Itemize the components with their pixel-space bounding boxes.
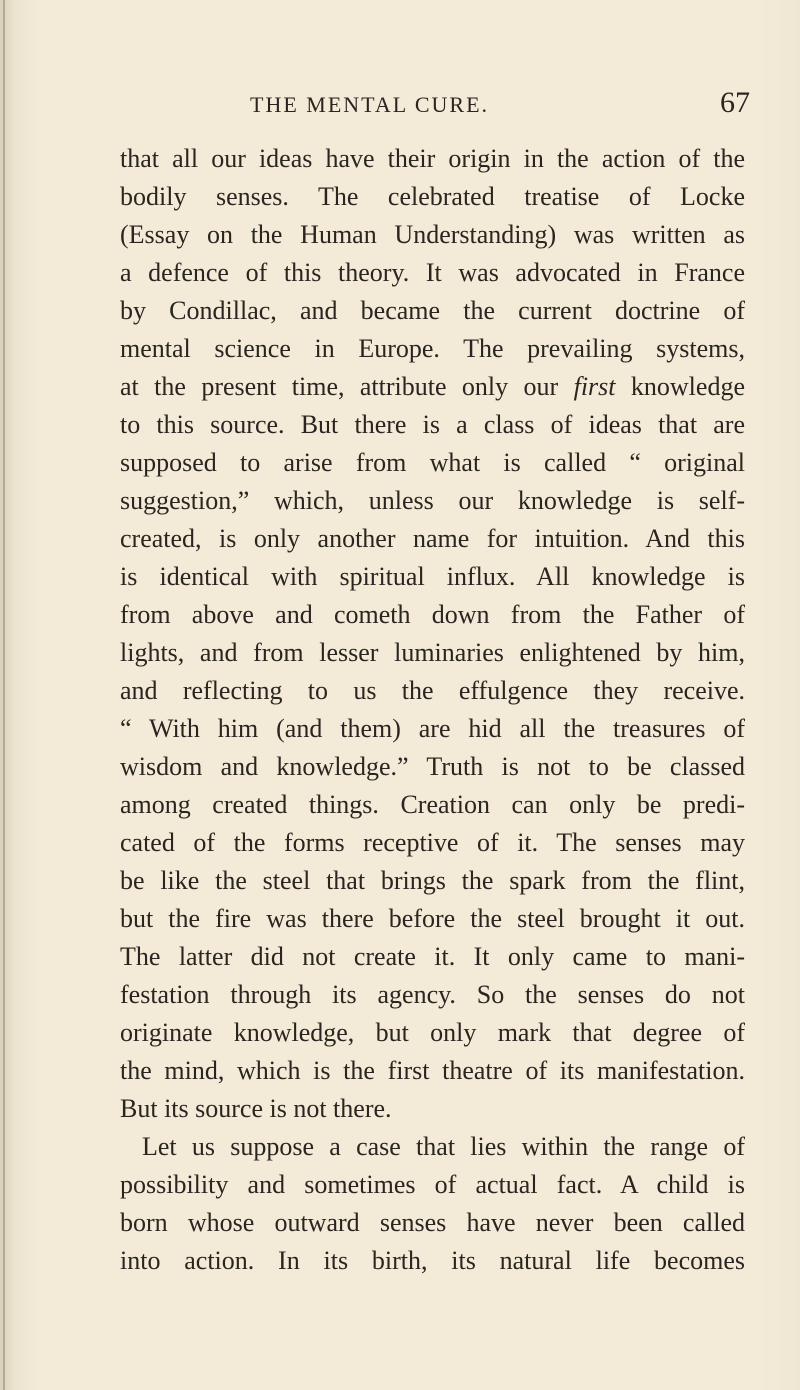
text-line: [120, 368, 745, 406]
text-line: The latter did not create it. It only came to mani-: [120, 942, 745, 971]
text-segment: knowledge: [615, 372, 745, 401]
text-line: “ With him (and them) are hid all the treasures of: [120, 714, 745, 743]
page-edge: [3, 0, 5, 1390]
text-line: (Essay on the Human Understanding) was written as: [120, 220, 745, 249]
text-line: mental science in Europe. The prevailing systems,: [120, 334, 745, 363]
text-line: into action. In its birth, its natural life becomes: [120, 1246, 745, 1275]
text-segment: at the present time, attribute only our: [120, 372, 574, 401]
text-line: Let us suppose a case that lies within the range of: [142, 1132, 745, 1161]
text-line: the mind, which is the first theatre of its manifestation.: [120, 1056, 745, 1085]
text-line: from above and cometh down from the Father of: [120, 600, 745, 629]
text-line: be like the steel that brings the spark from the flint,: [120, 866, 745, 895]
text-line: originate knowledge, but only mark that degree of: [120, 1018, 745, 1047]
text-line: but the fire was there before the steel brought it out.: [120, 904, 745, 933]
italic-word: first: [573, 372, 616, 401]
text-line: festation through its agency. So the senses do not: [120, 980, 745, 1009]
page-header: [150, 86, 750, 126]
text-line: lights, and from lesser luminaries enlightened by him,: [120, 638, 745, 667]
text-line: cated of the forms receptive of it. The senses may: [120, 828, 745, 857]
page-number: 67: [720, 86, 750, 119]
text-line: and reflecting to us the effulgence they receive.: [120, 676, 745, 705]
text-line: created, is only another name for intuition. And this: [120, 524, 745, 553]
text-line: But its source is not there.: [120, 1094, 392, 1123]
text-line: to this source. But there is a class of ideas that are: [120, 410, 745, 439]
text-line: supposed to arise from what is called “ original: [120, 448, 745, 477]
text-line: among created things. Creation can only be predi-: [120, 790, 745, 819]
text-line: born whose outward senses have never been called: [120, 1208, 745, 1237]
text-line: is identical with spiritual influx. All knowledge is: [120, 562, 745, 591]
text-line: wisdom and knowledge.” Truth is not to be classed: [120, 752, 745, 781]
text-line: bodily senses. The celebrated treatise of Locke: [120, 182, 745, 211]
text-line: that all our ideas have their origin in the action of the: [120, 144, 745, 173]
text-line: by Condillac, and became the current doctrine of: [120, 296, 745, 325]
text-line: a defence of this theory. It was advocated in France: [120, 258, 745, 287]
text-line: possibility and sometimes of actual fact. A child is: [120, 1170, 745, 1199]
body-text: [120, 140, 745, 1280]
running-head: THE MENTAL CURE.: [250, 92, 490, 117]
text-line: suggestion,” which, unless our knowledge is self-: [120, 486, 745, 515]
